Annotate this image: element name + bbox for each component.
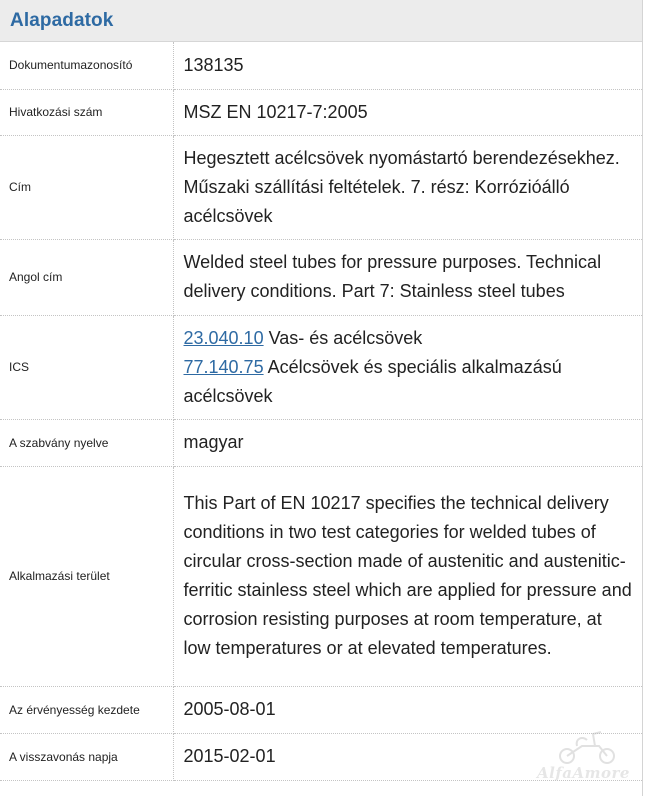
row-label: Angol cím bbox=[0, 239, 173, 315]
row-label: A visszavonás napja bbox=[0, 733, 173, 780]
row-reference-number bbox=[0, 89, 642, 135]
scooter-icon bbox=[537, 728, 637, 768]
watermark-text: AlfaAmore bbox=[537, 764, 630, 782]
english-title-value: Welded steel tubes for pressure purposes. Technical delivery conditions. Part 7: Stainless steel tubes bbox=[173, 239, 642, 315]
row-title bbox=[0, 135, 642, 239]
ics-description: Acélcsövek és speciális alkalmazású acélcsövek bbox=[183, 356, 562, 406]
row-language bbox=[0, 419, 642, 466]
row-label: Alkalmazási terület bbox=[0, 466, 173, 686]
ics-entry bbox=[184, 324, 633, 353]
ics-code-link[interactable]: 23.040.10 bbox=[183, 327, 264, 348]
row-label: Hivatkozási szám bbox=[0, 89, 173, 135]
title-value: Hegesztett acélcsövek nyomástartó berendezésekhez. Műszaki szállítási feltételek. 7. rész: Korrózióálló acélcsövek bbox=[173, 135, 642, 239]
ics-value bbox=[173, 315, 642, 419]
withdrawal-date-value: 2015-02-01 bbox=[173, 733, 642, 780]
row-label: Dokumentumazonosító bbox=[0, 42, 173, 89]
row-label: Cím bbox=[0, 135, 173, 239]
row-label: A szabvány nyelve bbox=[0, 419, 173, 466]
row-valid-from bbox=[0, 686, 642, 733]
row-document-id bbox=[0, 42, 642, 89]
language-value: magyar bbox=[173, 419, 642, 466]
reference-number-value: MSZ EN 10217-7:2005 bbox=[173, 89, 642, 135]
row-label: ICS bbox=[0, 315, 173, 419]
row-ics bbox=[0, 315, 642, 419]
panel-header bbox=[0, 0, 642, 42]
watermark-logo bbox=[537, 728, 637, 788]
valid-from-value: 2005-08-01 bbox=[173, 686, 642, 733]
row-english-title bbox=[0, 239, 642, 315]
ics-code-link[interactable]: 77.140.75 bbox=[183, 356, 264, 377]
document-id-value: 138135 bbox=[173, 42, 642, 89]
row-label: Az érvényesség kezdete bbox=[0, 686, 173, 733]
basic-data-table bbox=[0, 42, 642, 781]
row-scope bbox=[0, 466, 642, 686]
panel-title: Alapadatok bbox=[10, 9, 114, 31]
ics-description: Vas- és acélcsövek bbox=[263, 327, 423, 348]
scope-value: This Part of EN 10217 specifies the technical delivery conditions in two test categories for welded tubes of circular cross-section made of austenitic and austenitic-ferritic stainless steel which are applied for pressure and corrosion resisting purposes at room temperature, at low temperatures or at elevated temperatures. bbox=[173, 466, 642, 686]
ics-entry bbox=[184, 353, 633, 411]
